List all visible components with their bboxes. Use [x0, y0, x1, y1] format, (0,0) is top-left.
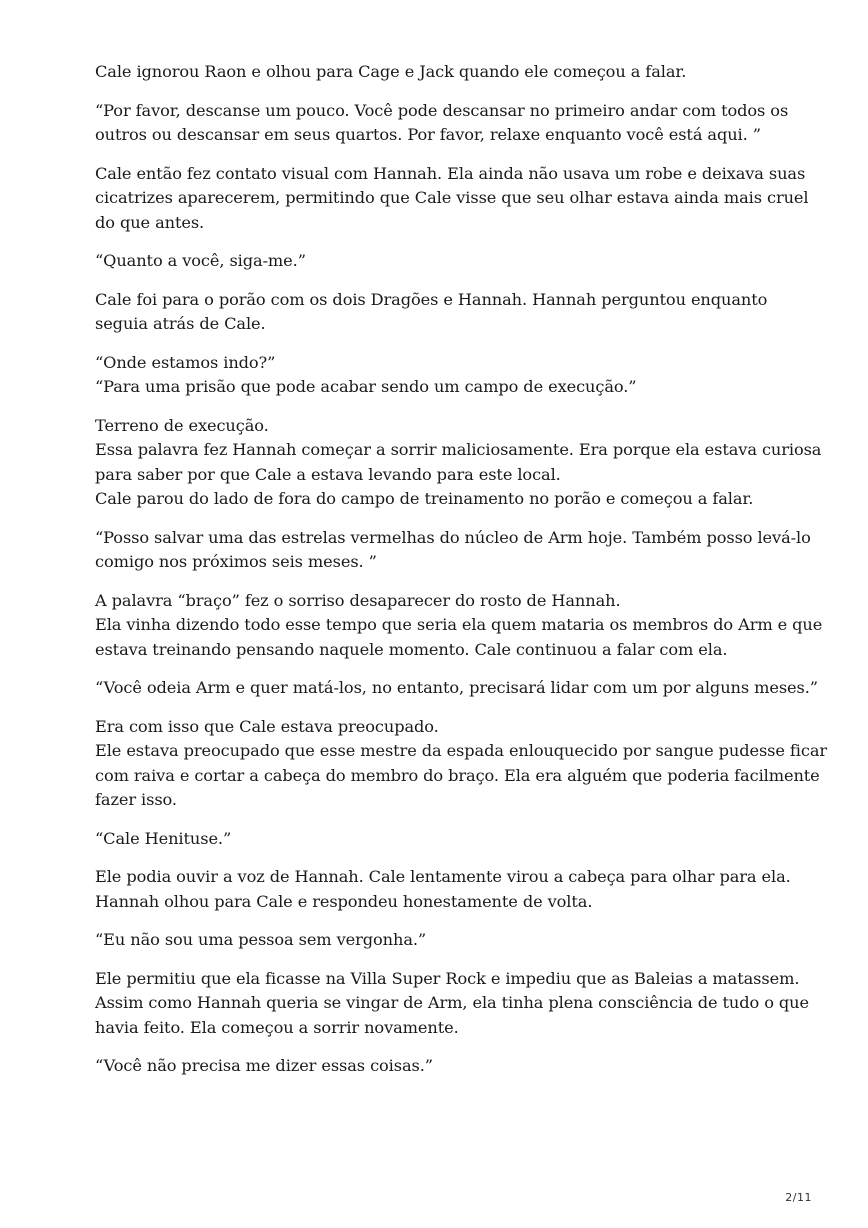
text-line: comigo nos próximos seis meses. ” — [95, 552, 377, 571]
text-line: Hannah olhou para Cale e respondeu honestamente de volta. — [95, 891, 593, 911]
paragraph — [95, 288, 795, 337]
text-line: “Cale Henituse.” — [95, 828, 232, 848]
paragraph — [95, 967, 809, 1041]
text-line: Ela vinha dizendo todo esse tempo que seria ela quem mataria os membros do Arm e que — [95, 615, 823, 634]
text-line: cicatrizes aparecerem, permitindo que Cale visse que seu olhar estava ainda mais cruel — [95, 188, 809, 207]
text-line: Cale ignorou Raon e olhou para Cage e Jack quando ele começou a falar. — [95, 62, 687, 81]
text-line: Cale foi para o porão com os dois Dragões e Hannah. Hannah perguntou enquanto — [95, 289, 768, 309]
paragraph — [95, 162, 809, 236]
text-line: havia feito. Ela começou a sorrir novamente. — [95, 1017, 459, 1037]
text-line: Assim como Hannah queria se vingar de Arm, ela tinha plena consciência de tudo o que — [95, 993, 809, 1012]
paragraph — [95, 526, 811, 575]
text-line: fazer isso. — [95, 790, 177, 809]
paragraph — [95, 414, 822, 512]
paragraph — [95, 351, 795, 400]
paragraph — [95, 865, 795, 914]
text-line: Ele permitiu que ela ficasse na Villa Super Rock e impediu que as Baleias a matassem. — [95, 968, 800, 988]
text-line: seguia atrás de Cale. — [95, 314, 266, 333]
paragraph — [95, 99, 795, 148]
text-line: Cale então fez contato visual com Hannah. Ela ainda não usava um robe e deixava suas — [95, 163, 806, 183]
text-line: estava treinando pensando naquele momento. Cale continuou a falar com ela. — [95, 639, 728, 659]
text-line: Essa palavra fez Hannah começar a sorrir maliciosamente. Era porque ela estava curiosa — [95, 440, 822, 459]
text-line: “Onde estamos indo?” — [95, 352, 276, 372]
paragraph — [95, 715, 828, 813]
paragraph — [95, 676, 818, 701]
text-line: Cale parou do lado de fora do campo de treinamento no porão e começou a falar. — [95, 489, 754, 508]
text-line: “Eu não sou uma pessoa sem vergonha.” — [95, 930, 427, 949]
text-line: com raiva e cortar a cabeça do membro do braço. Ela era alguém que poderia facilmente — [95, 765, 820, 785]
text-line: para saber por que Cale a estava levando para este local. — [95, 464, 561, 484]
paragraph — [95, 249, 795, 274]
text-line: outros ou descansar em seus quartos. Por favor, relaxe enquanto você está aqui. ” — [95, 125, 761, 144]
text-line: “Você odeia Arm e quer matá-los, no entanto, precisará lidar com um por alguns meses.” — [95, 678, 818, 697]
text-line: “Por favor, descanse um pouco. Você pode descansar no primeiro andar com todos os — [95, 100, 789, 120]
paragraph — [95, 1054, 795, 1079]
page-number: 2/11 — [785, 1191, 812, 1204]
text-line: “Para uma prisão que pode acabar sendo um campo de execução.” — [95, 377, 637, 396]
paragraph — [95, 928, 795, 953]
paragraph — [95, 60, 795, 85]
text-line: Ele estava preocupado que esse mestre da espada enlouquecido por sangue pudesse ficar — [95, 741, 828, 760]
text-line: Ele podia ouvir a voz de Hannah. Cale lentamente virou a cabeça para olhar para ela. — [95, 867, 791, 886]
document-body — [95, 60, 828, 1093]
text-line: “Você não precisa me dizer essas coisas.” — [95, 1056, 433, 1075]
text-line: “Posso salvar uma das estrelas vermelhas do núcleo de Arm hoje. Também posso levá-lo — [95, 527, 811, 547]
paragraph — [95, 827, 795, 852]
text-line: Era com isso que Cale estava preocupado. — [95, 716, 439, 736]
text-line: Terreno de execução. — [95, 415, 269, 435]
text-line: “Quanto a você, siga-me.” — [95, 251, 306, 270]
text-line: do que antes. — [95, 212, 205, 232]
paragraph — [95, 589, 823, 663]
text-line: A palavra “braço” fez o sorriso desaparecer do rosto de Hannah. — [95, 590, 621, 610]
